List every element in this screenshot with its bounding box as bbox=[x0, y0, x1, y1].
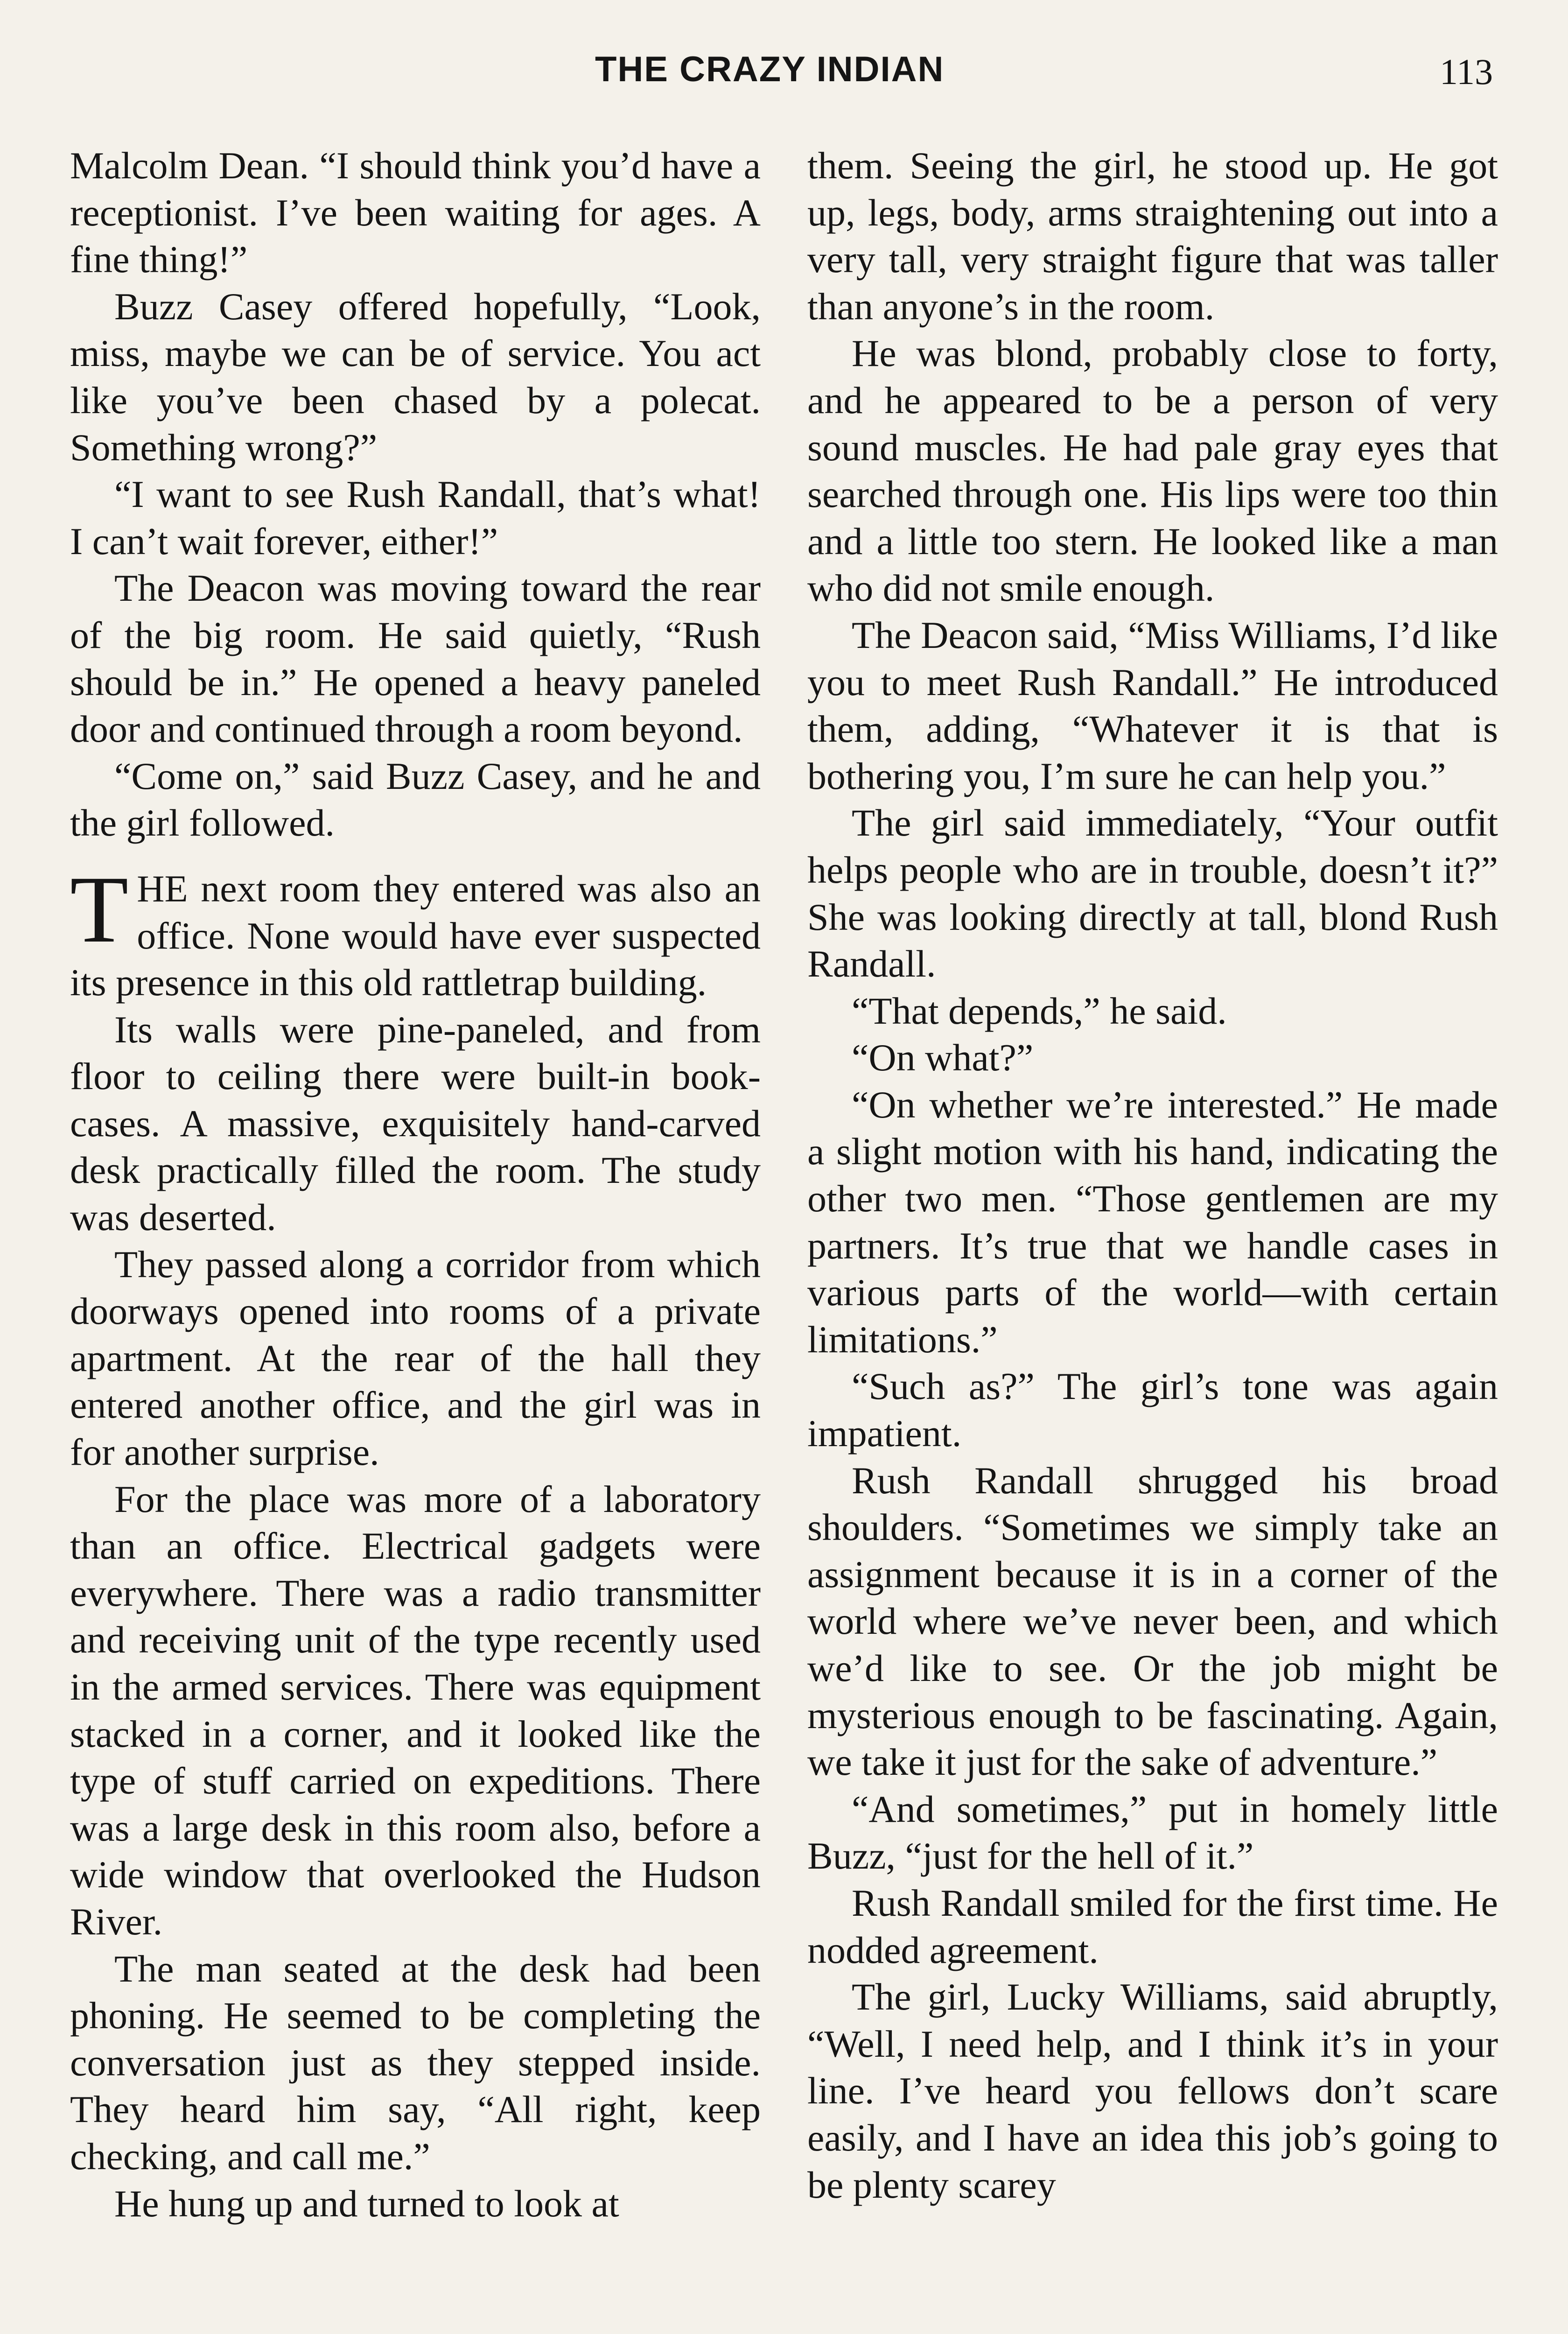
paragraph: Buzz Casey offered hopefully, “Look, miss, maybe we can be of service. You act like you’ve been chased by a polecat. Something wrong?” bbox=[70, 285, 761, 469]
paragraph: The girl, Lucky Williams, said abruptly, “Well, I need help, and I think it’s in your line. I’ve heard you fellows don’t scare easily, and I have an idea this job’s going to be plenty scarey bbox=[807, 1975, 1498, 2206]
paragraph: For the place was more of a laboratory than an office. Electrical gadgets were everywhere. There was a radio transmitter and receiving unit of the type recently used in the armed services. There was equipment stacked in a corner, and it looked like the type of stuff carried on expeditions. There was a large desk in this room also, before a wide window that overlooked the Hudson River. bbox=[70, 1477, 761, 1943]
paragraph: The girl said immediately, “Your outfit helps people who are in trouble, doesn’t it?” She was looking directly at tall, blond Rush Randall. bbox=[807, 801, 1498, 985]
running-head bbox=[0, 49, 1568, 100]
paragraph: them. Seeing the girl, he stood up. He got up, legs, body, arms straightening out into a very tall, very straight figure that was taller than anyone’s in the room. bbox=[807, 144, 1498, 328]
paragraph: “Come on,” said Buzz Casey, and he and the girl followed. bbox=[70, 754, 761, 844]
paragraph: “On whether we’re interested.” He made a slight motion with his hand, indicating the other two men. “Those gentlemen are my partners. It’s true that we handle cases in various parts of the world—with certain limitations.” bbox=[807, 1083, 1498, 1361]
paragraph: He hung up and turned to look at bbox=[114, 2182, 619, 2225]
paragraph: The Deacon said, “Miss Williams, I’d like you to meet Rush Randall.” He introduced them, adding, “Whatever it is that is bothering you, I’m sure he can help you.” bbox=[807, 613, 1498, 797]
paragraph: The man seated at the desk had been phoning. He seemed to be completing the conversation just as they stepped inside. They heard him say, “All right, keep checking, and call me.” bbox=[70, 1947, 761, 2178]
left-column bbox=[70, 142, 761, 2334]
paragraph: “And sometimes,” put in homely little Buzz, “just for the hell of it.” bbox=[807, 1787, 1498, 1877]
paragraph: “On what?” bbox=[852, 1036, 1034, 1079]
page-number: 113 bbox=[1440, 51, 1493, 92]
paragraph-text: HE next room they entered was also an office. None would have ever suspected its presence in this old rattletrap building. bbox=[70, 867, 761, 1004]
paragraph: “That depends,” he said. bbox=[852, 989, 1227, 1032]
paragraph: Rush Randall smiled for the first time. He nodded agreement. bbox=[807, 1881, 1498, 1971]
right-column bbox=[807, 142, 1498, 2334]
paragraph: “I want to see Rush Randall, that’s what! I can’t wait forever, either!” bbox=[70, 473, 761, 562]
paragraph: Rush Randall shrugged his broad shoulders. “Sometimes we simply take an assignment because it is in a corner of the world where we’ve never been, and which we’d like to see. Or the job might be mysterious enough to be fascinating. Again, we take it just for the sake of adventure.” bbox=[807, 1459, 1498, 1784]
running-title: THE CRAZY INDIAN bbox=[595, 49, 945, 89]
drop-cap: T bbox=[70, 856, 129, 963]
paragraph: The Deacon was moving toward the rear of the big room. He said quietly, “Rush should be in.” He opened a heavy paneled door and continued through a room beyond. bbox=[70, 567, 761, 751]
paragraph: “Such as?” The girl’s tone was again impatient. bbox=[807, 1365, 1498, 1455]
paragraph: They passed along a corridor from which doorways opened into rooms of a private apartment. At the rear of the hall they entered another office, and the girl was in for another surprise. bbox=[70, 1243, 761, 1474]
paragraph: He was blond, probably close to forty, and he appeared to be a person of very sound muscles. He had pale gray eyes that searched through one. His lips were too thin and a little too stern. He looked like a man who did not smile enough. bbox=[807, 332, 1498, 610]
paragraph: Malcolm Dean. “I should think you’d have a receptionist. I’ve been waiting for ages. A fine thing!” bbox=[70, 144, 761, 281]
section-opening-paragraph bbox=[70, 856, 761, 1006]
paragraph: Its walls were pine-paneled, and from floor to ceiling there were built-in bookcases. A massive, exquisitely hand-carved desk practically filled the room. The study was deserted. bbox=[70, 1008, 761, 1239]
